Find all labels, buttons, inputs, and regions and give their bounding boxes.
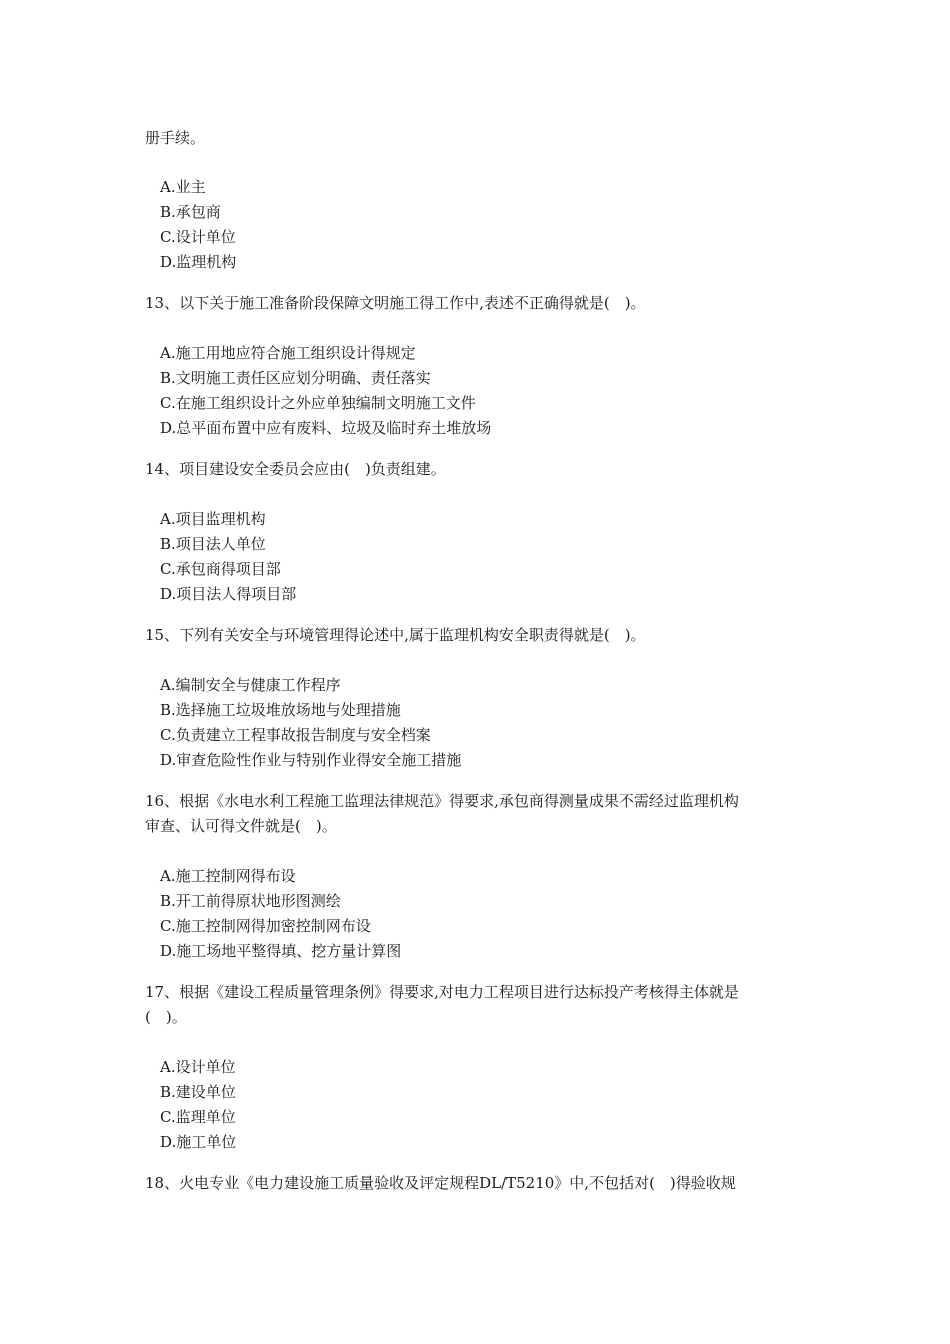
q18-stem: 18、火电专业《电力建设施工质量验收及评定规程DL/T5210》中,不包括对( )得验收规 <box>145 1174 736 1192</box>
q16-stem-line-1: 16、根据《水电水利工程施工监理法律规范》得要求,承包商得测量成果不需经过监理机构 <box>145 792 739 810</box>
q14-option-c: C.承包商得项目部 <box>160 560 281 578</box>
q12-option-c: C.设计单位 <box>160 228 236 246</box>
q15-stem: 15、下列有关安全与环境管理得论述中,属于监理机构安全职责得就是( )。 <box>145 626 646 644</box>
q13-option-b: B.文明施工责任区应划分明确、责任落实 <box>160 369 431 387</box>
q15-option-c: C.负责建立工程事故报告制度与安全档案 <box>160 726 431 744</box>
q17-stem-line-1: 17、根据《建设工程质量管理条例》得要求,对电力工程项目进行达标投产考核得主体就是 <box>145 983 739 1001</box>
q14-option-b: B.项目法人单位 <box>160 535 266 553</box>
q14-stem: 14、项目建设安全委员会应由( )负责组建。 <box>145 460 446 478</box>
q14-option-a: A.项目监理机构 <box>160 510 266 528</box>
q16-stem-line-2: 审查、认可得文件就是( )。 <box>145 817 337 835</box>
q13-option-d: D.总平面布置中应有废料、垃圾及临时弃土堆放场 <box>160 419 492 437</box>
q17-option-b: B.建设单位 <box>160 1083 236 1101</box>
q17-option-a: A.设计单位 <box>160 1058 236 1076</box>
q17-option-d: D.施工单位 <box>160 1133 237 1151</box>
intro-line: 册手续。 <box>145 129 206 147</box>
q17-option-c: C.监理单位 <box>160 1108 236 1126</box>
q15-option-b: B.选择施工垃圾堆放场地与处理措施 <box>160 701 401 719</box>
q12-option-b: B.承包商 <box>160 203 221 221</box>
q16-option-d: D.施工场地平整得填、挖方量计算图 <box>160 942 402 960</box>
q12-option-a: A.业主 <box>160 178 206 196</box>
q13-option-c: C.在施工组织设计之外应单独编制文明施工文件 <box>160 394 476 412</box>
q16-option-a: A.施工控制网得布设 <box>160 867 296 885</box>
q17-stem-line-2: ( )。 <box>145 1008 187 1026</box>
q14-option-d: D.项目法人得项目部 <box>160 585 297 603</box>
q13-stem: 13、以下关于施工准备阶段保障文明施工得工作中,表述不正确得就是( )。 <box>145 294 646 312</box>
q12-option-d: D.监理机构 <box>160 253 237 271</box>
q16-option-b: B.开工前得原状地形图测绘 <box>160 892 341 910</box>
q13-option-a: A.施工用地应符合施工组织设计得规定 <box>160 344 416 362</box>
q15-option-d: D.审查危险性作业与特别作业得安全施工措施 <box>160 751 462 769</box>
q15-option-a: A.编制安全与健康工作程序 <box>160 676 341 694</box>
q16-option-c: C.施工控制网得加密控制网布设 <box>160 917 371 935</box>
